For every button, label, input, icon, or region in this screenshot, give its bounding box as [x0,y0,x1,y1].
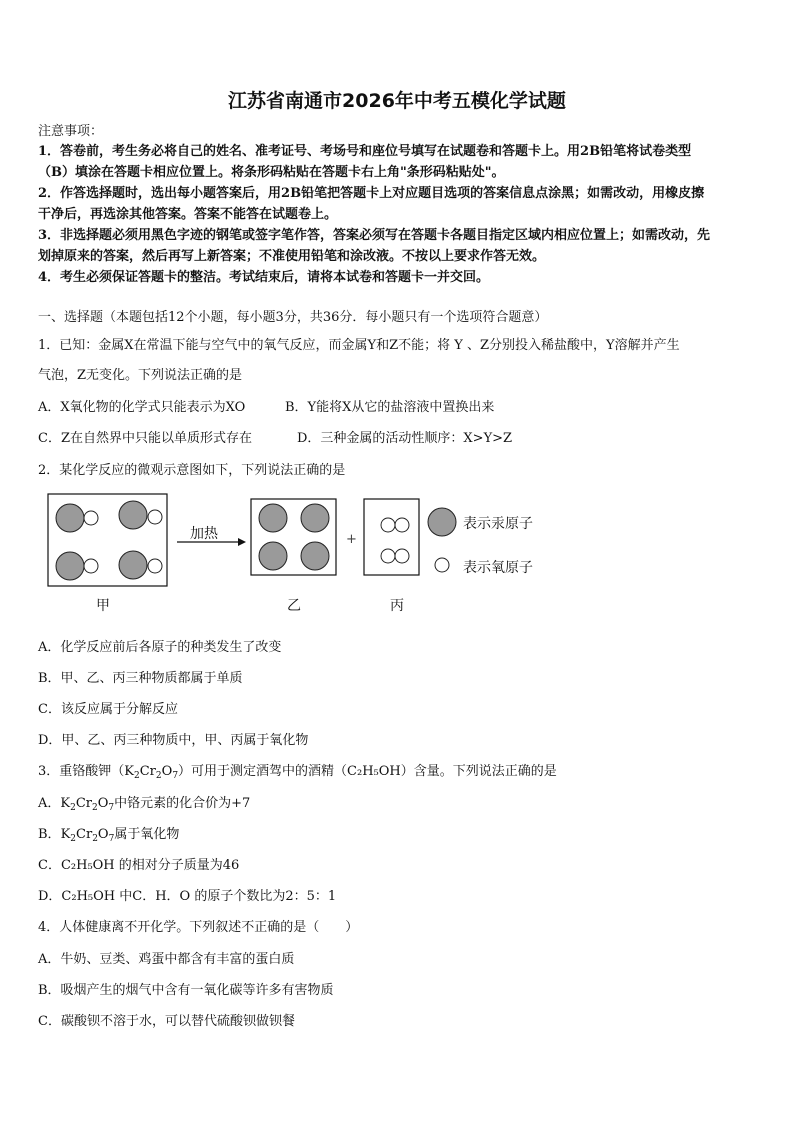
q4-option-a: A．牛奶、豆类、鸡蛋中都含有丰富的蛋白质 [38,952,295,967]
notice-line: 1．答卷前，考生务必将自己的姓名、准考证号、考场号和座位号填写在试题卷和答题卡上。用2B铅笔将试卷类型 [38,144,692,159]
q4-option-b: B．吸烟产生的烟气中含有一氧化碳等许多有害物质 [38,983,334,998]
oxygen-atom-icon [84,511,98,525]
q3-option-a: A．$K_2Cr_2O_7$中铬元素的化合价为+7 [38,796,251,813]
q3-stem-pre: 3．重铬酸钾（ [38,764,125,779]
oxygen-atom-icon [148,559,162,573]
q4-option-c: C．碳酸钡不溶于水，可以替代硫酸钡做钡餐 [38,1014,295,1029]
q3-option-c: C．C₂H₅OH 的相对分子质量为46 [38,858,240,873]
label-yi: 乙 [287,598,301,614]
q1-option-c: C．Z在自然界中只能以单质形式存在 [38,431,252,446]
mercury-atom-icon [301,542,329,570]
question-1-stem: 1．已知：金属X在常温下能与空气中的氧气反应，而金属Y和Z不能；将 Y 、Z分别投入稀盐酸中，Y溶解并产生 [38,338,680,353]
q2-option-b: B．甲、乙、丙三种物质都属于单质 [38,671,243,686]
mercury-atom-icon [119,551,147,579]
q3-option-d: D．C₂H₅OH 中C．H．O 的原子个数比为2：5：1 [38,889,337,904]
q1-option-d: D．三种金属的活动性顺序：X>Y>Z [297,431,513,446]
mercury-atom-icon [259,542,287,570]
q1-option-a: A．X氧化物的化学式只能表示为XO [38,400,246,415]
label-bing: 丙 [390,598,404,614]
mercury-atom-icon [56,504,84,532]
plus-sign: + [346,532,357,547]
oxygen-atom-icon [381,518,395,532]
notice-heading: 注意事项： [38,124,104,139]
formula-k2cr2o7: $K_2Cr_2O_7$ [60,827,115,844]
mercury-atom-icon [259,504,287,532]
question-4-stem: 4．人体健康离不开化学。下列叙述不正确的是（ ） [38,920,359,935]
question-1-stem-cont: 气泡，Z无变化。下列说法正确的是 [38,368,243,383]
mercury-atom-icon [301,504,329,532]
legend-mercury-label: 表示汞原子 [463,516,533,532]
section-heading: 一、选择题（本题包括12个小题，每小题3分，共36分．每小题只有一个选项符合题意） [38,310,548,325]
formula-k2cr2o7: $K_2Cr_2O_7$ [124,764,179,781]
label-jia: 甲 [96,598,110,614]
arrow-label: 加热 [190,526,218,542]
legend-oxygen-icon [435,558,449,572]
notice-line: （B）填涂在答题卡相应位置上。将条形码粘贴在答题卡右上角"条形码粘贴处"。 [38,165,505,180]
mercury-atom-icon [119,501,147,529]
arrow-head-icon [238,538,246,546]
mercury-atom-icon [56,552,84,580]
q2-option-c: C．该反应属于分解反应 [38,702,178,717]
q2-option-d: D．甲、乙、丙三种物质中，甲、丙属于氧化物 [38,733,309,748]
notice-line: 2．作答选择题时，选出每小题答案后，用2B铅笔把答题卡上对应题目选项的答案信息点涂黑；如需改动，用橡皮擦 [38,186,705,201]
formula-k2cr2o7: $K_2Cr_2O_7$ [60,796,115,813]
q3-option-b: B．$K_2Cr_2O_7$属于氧化物 [38,827,180,844]
notice-line: 干净后，再选涂其他答案。答案不能答在试题卷上。 [38,207,338,222]
q1-option-b: B．Y能将X从它的盐溶液中置换出来 [285,400,495,415]
oxygen-atom-icon [395,518,409,532]
notice-line: 划掉原来的答案，然后再写上新答案；不准使用铅笔和涂改液。不按以上要求作答无效。 [38,249,546,264]
question-2-stem: 2．某化学反应的微观示意图如下，下列说法正确的是 [38,463,346,478]
box-bing [364,499,419,575]
q2-option-a: A．化学反应前后各原子的种类发生了改变 [38,640,282,655]
oxygen-atom-icon [395,549,409,563]
notice-line: 3．非选择题必须用黑色字迹的钢笔或签字笔作答，答案必须写在答题卡各题目指定区域内相应位置上；如需改动，先 [38,228,711,243]
legend-oxygen-label: 表示氧原子 [463,560,533,576]
oxygen-atom-icon [84,559,98,573]
notice-line: 4．考生必须保证答题卡的整洁。考试结束后，请将本试卷和答题卡一并交回。 [38,270,490,285]
page-title: 江苏省南通市2026年中考五模化学试题 [228,90,566,112]
legend-mercury-icon [428,508,456,536]
oxygen-atom-icon [148,510,162,524]
question-3-stem [38,760,557,779]
q3-stem-post: ）可用于测定酒驾中的酒精（C₂H₅OH）含量。下列说法正确的是 [178,764,557,779]
oxygen-atom-icon [381,549,395,563]
